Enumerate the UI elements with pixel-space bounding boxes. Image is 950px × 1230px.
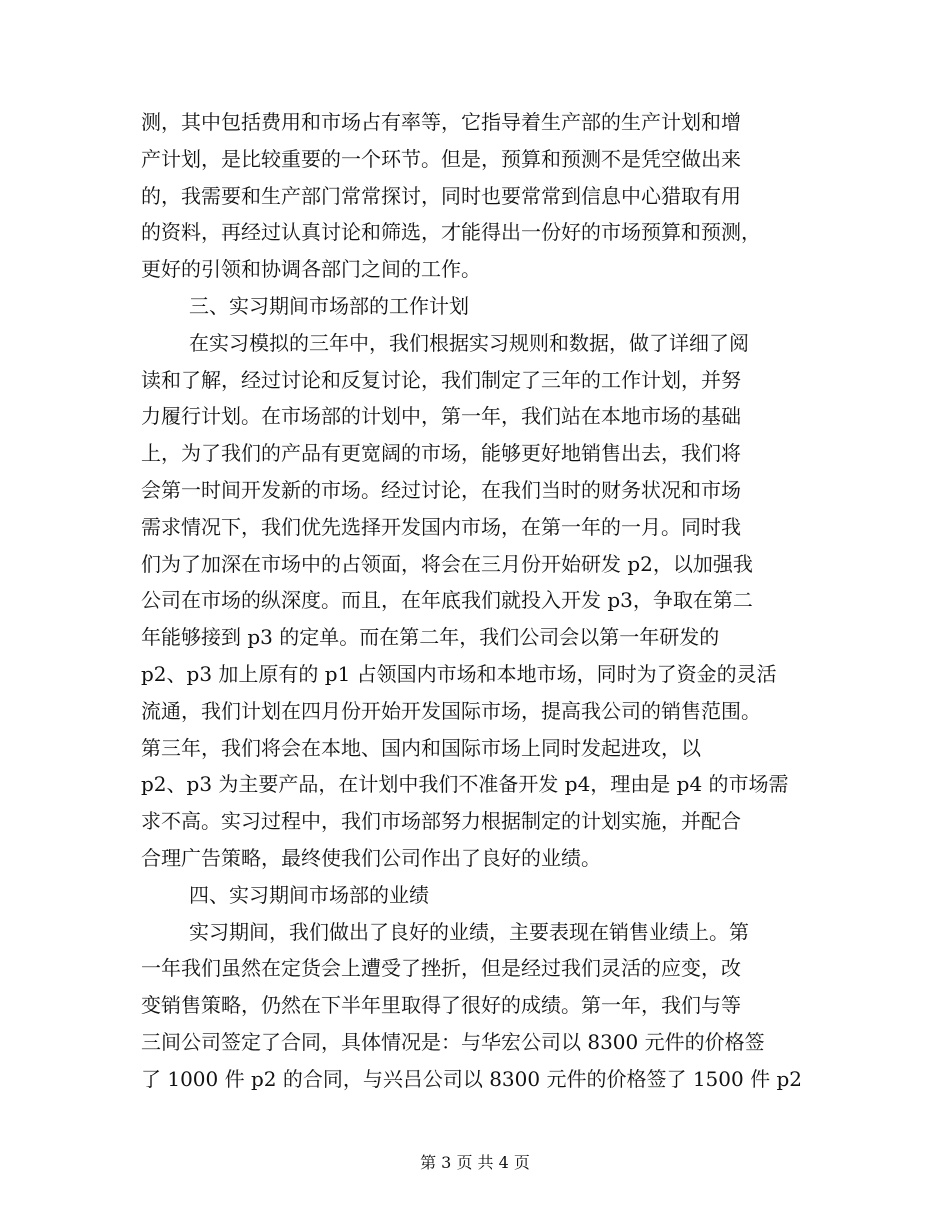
text-line: 三间公司签定了合同，具体情况是：与华宏公司以 8300 元件的价格签	[141, 1029, 765, 1054]
text-line: 测，其中包括费用和市场占有率等，它指导着生产部的生产计划和增	[141, 110, 741, 134]
text-line: 实习期间，我们做出了良好的业绩，主要表现在销售业绩上。第	[189, 919, 749, 944]
text-line: 上，为了我们的产品有更宽阔的市场，能够更好地销售出去，我们将	[141, 441, 741, 466]
text-line: 们为了加深在市场中的占领面，将会在三月份开始研发 p2，以加强我	[141, 551, 753, 576]
text-line: 的资料，再经过认真讨论和筛选，才能得出一份好的市场预算和预测，	[141, 220, 761, 245]
text-line: p2、p3 加上原有的 p1 占领国内市场和本地市场，同时为了资金的灵活	[141, 661, 777, 686]
text-line: 更好的引领和协调各部门之间的工作。	[141, 257, 481, 282]
text-line: 会第一时间开发新的市场。经过讨论，在我们当时的财务状况和市场	[141, 477, 741, 502]
text-line: 合理广告策略，最终使我们公司作出了良好的业绩。	[141, 845, 601, 870]
text-line: 了 1000 件 p2 的合同，与兴吕公司以 8300 元件的价格签了 1500 件 p2	[141, 1066, 802, 1091]
text-line: 需求情况下，我们优先选择开发国内市场，在第一年的一月。同时我	[141, 514, 741, 539]
page-number-footer: 第 3 页 共 4 页	[420, 1153, 530, 1172]
text-line: 力履行计划。在市场部的计划中，第一年，我们站在本地市场的基础	[141, 404, 741, 429]
section-heading: 三、实习期间市场部的工作计划	[189, 293, 469, 318]
text-line: 第三年，我们将会在本地、国内和国际市场上同时发起进攻，以	[141, 735, 701, 760]
text-line: 年能够接到 p3 的定单。而在第二年，我们公司会以第一年研发的	[141, 625, 720, 650]
text-line: 读和了解，经过讨论和反复讨论，我们制定了三年的工作计划，并努	[141, 367, 741, 392]
text-line: 的，我需要和生产部门常常探讨，同时也要常常到信息中心猎取有用	[141, 183, 741, 208]
document-body	[141, 104, 813, 1098]
text-line: p2、p3 为主要产品，在计划中我们不准备开发 p4，理由是 p4 的市场需	[141, 772, 789, 797]
text-line: 求不高。实习过程中，我们市场部努力根据制定的计划实施，并配合	[141, 809, 741, 834]
section-heading: 四、实习期间市场部的业绩	[189, 882, 429, 907]
text-line: 在实习模拟的三年中，我们根据实习规则和数据，做了详细了阅	[189, 330, 749, 355]
text-line: 一年我们虽然在定货会上遭受了挫折，但是经过我们灵活的应变，改	[141, 956, 741, 981]
text-line: 公司在市场的纵深度。而且，在年底我们就投入开发 p3，争取在第二	[141, 588, 753, 613]
text-line: 变销售策略，仍然在下半年里取得了很好的成绩。第一年，我们与等	[141, 993, 741, 1018]
text-line: 流通，我们计划在四月份开始开发国际市场，提高我公司的销售范围。	[141, 698, 761, 723]
text-line: 产计划，是比较重要的一个环节。但是，预算和预测不是凭空做出来	[141, 146, 741, 171]
